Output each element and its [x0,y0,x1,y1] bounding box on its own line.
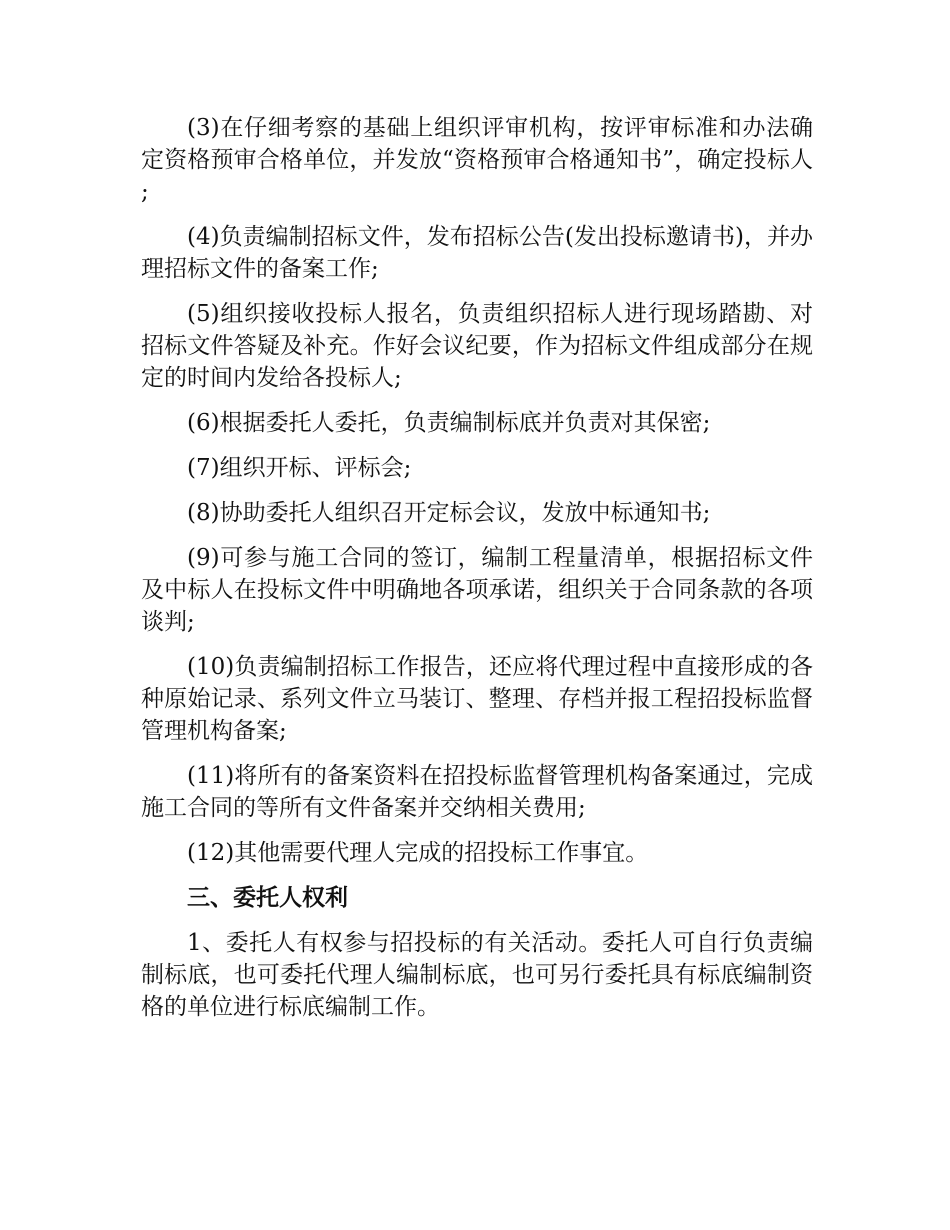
document-body [141,112,813,1036]
paragraph-item-9: (9)可参与施工合同的签订，编制工程量清单，根据招标文件及中标人在投标文件中明确地各项承诺，组织关于合同条款的各项谈判; [141,545,813,635]
paragraph-item-10: (10)负责编制招标工作报告，还应将代理过程中直接形成的各种原始记录、系列文件立马装订、整理、存档并报工程招投标监督管理机构备案; [141,654,813,744]
paragraph-item-6: (6)根据委托人委托，负责编制标底并负责对其保密; [187,410,711,436]
paragraph-item-12: (12)其他需要代理人完成的招投标工作事宜。 [187,840,649,866]
paragraph-item-11: (11)将所有的备案资料在招投标监督管理机构备案通过，完成施工合同的等所有文件备案并交纳相关费用; [141,763,813,821]
paragraph-item-5: (5)组织接收投标人报名，负责组织招标人进行现场踏勘、对招标文件答疑及补充。作好会议纪要，作为招标文件组成部分在规定的时间内发给各投标人; [141,301,813,391]
paragraph-item-3: (3)在仔细考察的基础上组织评审机构，按评审标准和办法确定资格预审合格单位，并发放“资格预审合格通知书”，确定投标人; [141,115,813,205]
paragraph-item-8: (8)协助委托人组织召开定标会议，发放中标通知书; [187,500,711,526]
section-paragraph-1: 1、委托人有权参与招投标的有关活动。委托人可自行负责编制标底，也可委托代理人编制标底，也可另行委托具有标底编制资格的单位进行标底编制工作。 [141,930,813,1020]
section-heading: 三、委托人权利 [187,885,348,911]
paragraph-item-4: (4)负责编制招标文件，发布招标公告(发出投标邀请书)，并办理招标文件的备案工作; [141,224,813,282]
paragraph-item-7: (7)组织开标、评标会; [187,455,412,481]
